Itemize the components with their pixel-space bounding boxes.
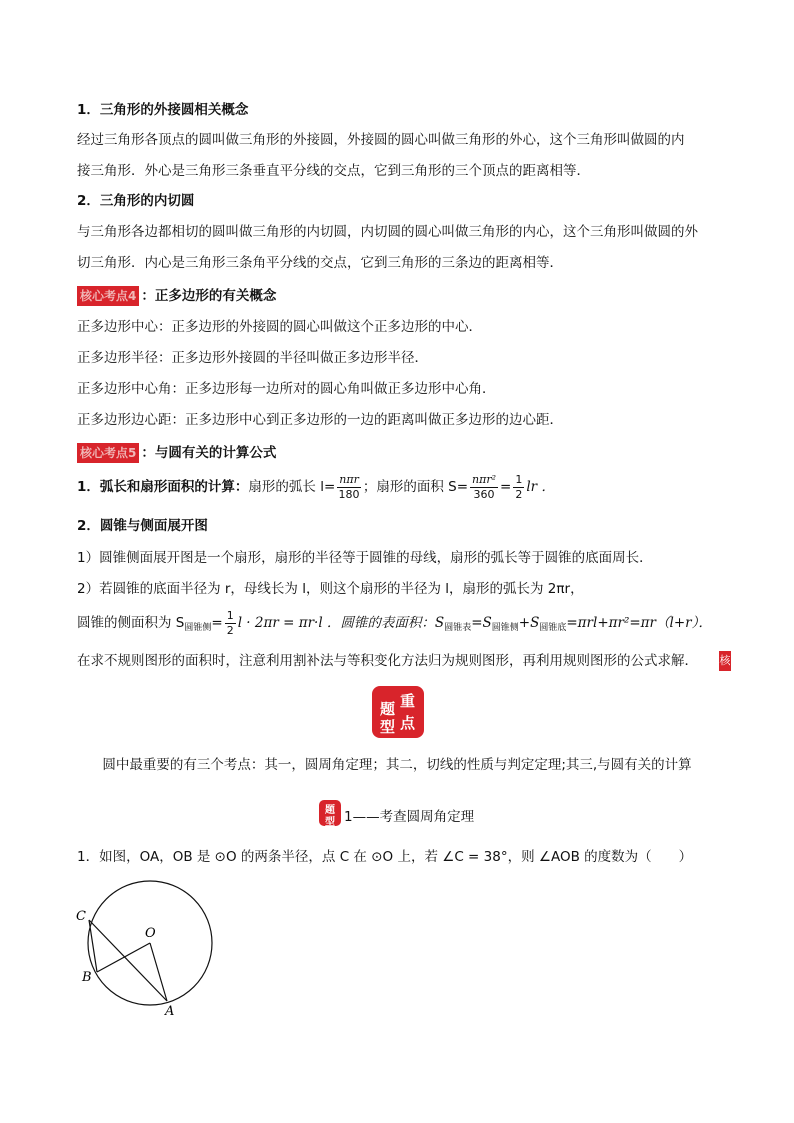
core4-item: 正多边形中心角：正多边形每一边所对的圆心角叫做正多边形中心角． [77, 381, 496, 397]
cone3-f: =πrl+πr²=πr（l+r）． [566, 615, 712, 631]
formula-line [77, 469, 555, 505]
section2-line1: 与三角形各边都相切的圆叫做三角形的内切圆，内切圆的圆心叫做三角形的内心，这个三角形叫做圆的外 [77, 224, 698, 240]
cone-title: 2．圆锥与侧面展开图 [77, 518, 208, 534]
cone-line1: 1）圆锥侧面展开图是一个扇形，扇形的半径等于圆锥的母线，扇形的弧长等于圆锥的底面周长． [77, 550, 653, 566]
arc-denominator: 180 [338, 487, 360, 501]
area-denominator: 360 [473, 487, 495, 501]
section1-title: 1．三角形的外接圆相关概念 [77, 102, 249, 118]
core5-tag: 核心考点5 [77, 443, 139, 463]
type-seal-char: 型 [325, 817, 335, 828]
arc-text: 扇形的弧长 l= [248, 479, 336, 495]
cone-half-fraction [225, 609, 236, 638]
core5-heading [77, 443, 276, 463]
cone3-sub1: 圆锥侧 [184, 623, 212, 633]
question1-text: 1．如图，OA，OB 是 ⊙O 的两条半径，点 C 在 ⊙O 上，若 ∠C = 38°，则 ∠AOB 的度数为（ ） [77, 849, 693, 865]
summary-line: 圆中最重要的有三个考点：其一，圆周角定理；其二，切线的性质与判定定理;其三,与圆有关的计算 [102, 757, 692, 773]
cone3-sub2: 圆锥表 [444, 623, 472, 633]
area-fraction [470, 473, 498, 502]
core4-item: 正多边形边心距：正多边形中心到正多边形的一边的距离叫做正多边形的边心距． [77, 412, 563, 428]
core4-title: ：正多边形的有关概念 [141, 288, 277, 304]
half-fraction [513, 473, 524, 502]
circle-figure [70, 870, 220, 1020]
arc-fraction [337, 473, 361, 502]
cone3-sub4: 圆锥底 [539, 623, 567, 633]
core4-heading [77, 286, 276, 306]
cone-half-denominator: 2 [226, 623, 234, 637]
core4-tag: 核心考点4 [77, 286, 139, 306]
half-denominator: 2 [515, 487, 523, 501]
core4-item: 正多边形中心：正多边形的外接圆的圆心叫做这个正多边形的中心． [77, 319, 482, 335]
radius-ob [97, 943, 150, 972]
edge-mark: 核 [719, 651, 731, 671]
key-type-seal [372, 686, 424, 738]
section1-line1: 经过三角形各顶点的圆叫做三角形的外接圆，外接圆的圆心叫做三角形的外心，这个三角形叫做圆的内 [77, 132, 685, 148]
label-c: C [76, 909, 86, 924]
label-a: A [165, 1004, 175, 1019]
type-seal [319, 800, 341, 826]
type1-label: 1——考查圆周角定理 [344, 809, 475, 825]
irregular-note: 在求不规则图形的面积时，注意利用割补法与等积变化方法归为规则图形，再利用规则图形的公式求解． [77, 653, 698, 669]
cone-line2: 2）若圆锥的底面半径为 r，母线长为 l，则这个扇形的半径为 l，扇形的弧长为 2πr， [77, 581, 584, 597]
half-numerator: 1 [515, 472, 523, 486]
formula-label: 1．弧长和扇形面积的计算： [77, 479, 249, 495]
cone3-c: l · 2πr = πr·l ．圆锥的表面积：S [237, 615, 445, 631]
cone3-a: 圆锥的侧面积为 S [77, 615, 185, 631]
section2-line2: 切三角形．内心是三角形三条角平分线的交点，它到三角形的三条边的距离相等． [77, 255, 563, 271]
formula-tail: lr ． [526, 479, 555, 495]
cone-half-numerator: 1 [226, 608, 234, 622]
section1-line2: 接三角形．外心是三角形三条垂直平分线的交点，它到三角形的三个顶点的距离相等． [77, 163, 590, 179]
equals-sign: = [500, 479, 512, 495]
label-b: B [82, 970, 92, 985]
core4-item: 正多边形半径：正多边形外接圆的半径叫做正多边形半径． [77, 350, 428, 366]
area-text: ；扇形的面积 S= [362, 479, 469, 495]
cone3-sub3: 圆锥侧 [491, 623, 519, 633]
cone3-b: = [211, 615, 223, 631]
type-seal-char: 题 [325, 805, 335, 816]
label-o: O [145, 926, 156, 941]
core5-title: ：与圆有关的计算公式 [141, 445, 277, 461]
seal-char: 型 [380, 718, 396, 736]
cone3-d: =S [471, 615, 492, 631]
seal-char: 点 [400, 714, 416, 732]
arc-numerator: nπr [339, 472, 359, 486]
cone3-e: +S [518, 615, 540, 631]
cone-line3 [77, 605, 712, 646]
seal-char: 题 [380, 700, 396, 718]
section2-title: 2．三角形的内切圆 [77, 193, 195, 209]
seal-char: 重 [400, 692, 416, 710]
area-numerator: nπr² [472, 472, 497, 486]
